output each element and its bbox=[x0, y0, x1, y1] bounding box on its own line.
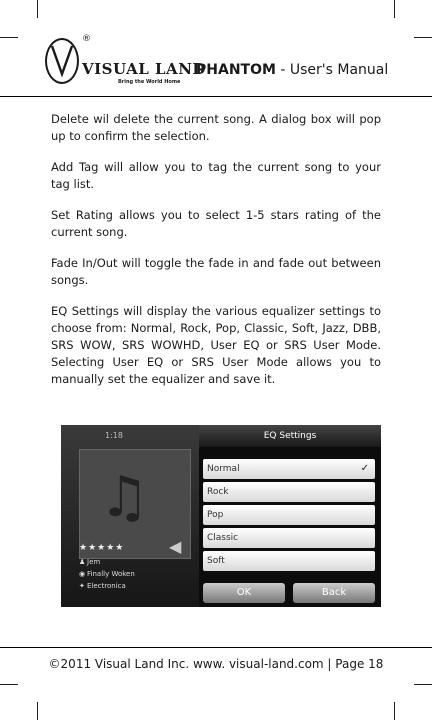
rating-stars: ★★★★★ bbox=[79, 543, 125, 553]
crop-mark bbox=[0, 684, 18, 685]
person-icon: ♟ bbox=[79, 558, 86, 566]
guitar-icon: ✦ bbox=[79, 582, 85, 590]
brand-tagline: Bring the World Home bbox=[118, 79, 181, 85]
paragraph: Fade In/Out will toggle the fade in and fade out between songs. bbox=[51, 256, 381, 287]
eq-option-soft[interactable]: Soft bbox=[203, 551, 375, 571]
paragraph: Delete wil delete the current song. A dialog box will pop up to confirm the selection. bbox=[51, 112, 381, 143]
crop-mark bbox=[394, 702, 395, 720]
crop-mark bbox=[414, 37, 432, 38]
music-note-icon: ♫ bbox=[99, 465, 150, 530]
eq-option-normal[interactable]: Normal ✓ bbox=[203, 459, 375, 479]
registered-mark: ® bbox=[82, 34, 91, 44]
ok-button[interactable]: OK bbox=[203, 583, 285, 603]
track-time: 1:18 bbox=[105, 431, 123, 440]
crop-mark bbox=[37, 702, 38, 720]
paragraph: EQ Settings will display the various equalizer settings to choose from: Normal, Rock, Pop, Classic, Soft, Jazz, DBB, SRS WOW, SRS WOWHD, User EQ or SRS User Mode. Selecting User EQ or SRS User Mode allows you to manually set the equalizer and save it. bbox=[51, 304, 381, 386]
album-name: Finally Woken bbox=[87, 570, 135, 578]
crop-mark bbox=[0, 37, 18, 38]
crop-mark bbox=[414, 684, 432, 685]
previous-icon: ◀ bbox=[169, 537, 182, 556]
brand-name: VISUAL LAND bbox=[82, 60, 206, 78]
artist-name: Jem bbox=[87, 558, 101, 566]
eq-settings-dialog bbox=[199, 425, 381, 607]
paragraph: Set Rating allows you to select 1-5 stars rating of the current song. bbox=[51, 208, 381, 239]
paragraph: Add Tag will allow you to tag the current song to your tag list. bbox=[51, 160, 381, 191]
body-text bbox=[51, 111, 381, 402]
checkmark-icon: ✓ bbox=[360, 463, 369, 474]
logo-v-icon bbox=[50, 42, 74, 78]
genre-row bbox=[79, 582, 126, 590]
genre-name: Electronica bbox=[87, 582, 126, 590]
footer-rule bbox=[0, 647, 432, 648]
dialog-title: EQ Settings bbox=[199, 425, 381, 447]
crop-mark bbox=[37, 0, 38, 18]
page-footer: ©2011 Visual Land Inc. www. visual-land.com | Page 18 bbox=[48, 657, 384, 671]
eq-option-classic[interactable]: Classic bbox=[203, 528, 375, 548]
artist-row bbox=[79, 558, 100, 566]
device-screenshot bbox=[61, 425, 381, 607]
doc-suffix: - User's Manual bbox=[275, 62, 389, 78]
back-button[interactable]: Back bbox=[293, 583, 375, 603]
player-background bbox=[61, 425, 211, 607]
eq-option-rock[interactable]: Rock bbox=[203, 482, 375, 502]
album-row bbox=[79, 570, 135, 578]
eq-option-pop[interactable]: Pop bbox=[203, 505, 375, 525]
product-name: PHANTOM bbox=[196, 62, 276, 78]
crop-mark bbox=[394, 0, 395, 18]
disc-icon: ◉ bbox=[79, 570, 86, 578]
header-rule bbox=[0, 96, 432, 97]
page-title bbox=[196, 62, 388, 78]
